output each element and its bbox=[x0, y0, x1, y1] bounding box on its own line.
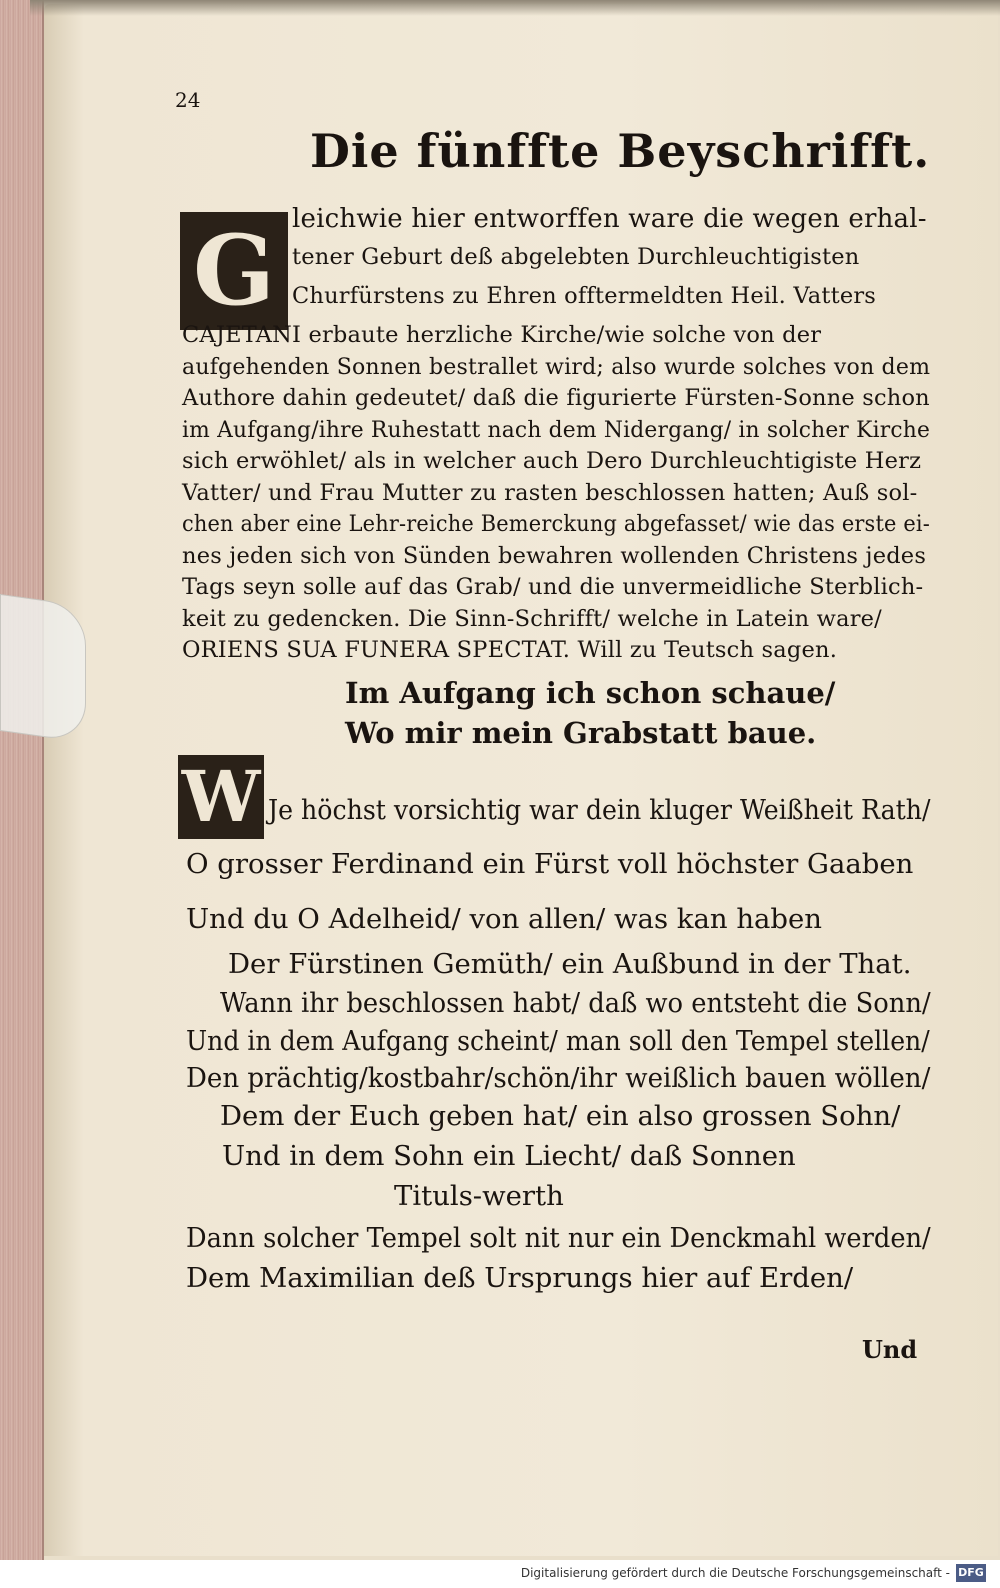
paragraph-line: nes jeden sich von Sünden bewahren wollenden Christens jedes bbox=[182, 542, 927, 569]
verse-line: Dem der Euch geben hat/ ein also grossen Sohn/ bbox=[220, 1100, 901, 1132]
page-shadow bbox=[30, 0, 1000, 16]
footer-bar bbox=[0, 1560, 1000, 1588]
verse-line: Tituls-werth bbox=[394, 1180, 564, 1212]
book-edge bbox=[0, 0, 44, 1560]
paragraph-line: Authore dahin gedeutet/ daß die figurierte Fürsten-Sonne schon bbox=[182, 385, 930, 411]
paragraph-line: tener Geburt deß abgelebten Durchleuchtigisten bbox=[292, 244, 860, 270]
paragraph-line: sich erwöhlet/ als in welcher auch Dero Durchleuchtigiste Herz bbox=[182, 448, 922, 474]
verse-line: Dem Maximilian deß Ursprungs hier auf Erden/ bbox=[186, 1262, 854, 1294]
verse-line: Und in dem Aufgang scheint/ man soll den Tempel stellen/ bbox=[186, 1025, 930, 1057]
paragraph-line: chen aber eine Lehr-reiche Bemerckung abgefasset/ wie das erste ei- bbox=[182, 511, 931, 537]
paragraph-line: ORIENS SUA FUNERA SPECTAT. Will zu Teutsch sagen. bbox=[182, 637, 838, 663]
verse-line: Wann ihr beschlossen habt/ daß wo entsteht die Sonn/ bbox=[220, 987, 931, 1019]
motto-line: Im Aufgang ich schon schaue/ bbox=[345, 676, 836, 710]
footer-credit: Digitalisierung gefördert durch die Deutsche Forschungsgemeinschaft - bbox=[520, 1566, 950, 1580]
paragraph-line: leichwie hier entworffen ware die wegen erhal- bbox=[292, 204, 927, 234]
catchword: Und bbox=[862, 1335, 918, 1364]
bookmark-strip bbox=[0, 594, 86, 743]
paragraph-line: Vatter/ und Frau Mutter zu rasten beschlossen hatten; Auß sol- bbox=[182, 479, 918, 506]
paragraph-line: keit zu gedencken. Die Sinn-Schrifft/ welche in Latein ware/ bbox=[182, 605, 882, 632]
motto-line: Wo mir mein Grabstatt baue. bbox=[345, 716, 817, 750]
page-heading: Die fünffte Beyschrifft. bbox=[310, 124, 931, 178]
decorated-initial-w: W bbox=[178, 755, 264, 839]
verse-line: Den prächtig/kostbahr/schön/ihr weißlich bauen wöllen/ bbox=[186, 1062, 931, 1094]
paragraph-line: Churfürstens zu Ehren offtermeldten Heil. Vatters bbox=[292, 283, 877, 309]
dfg-logo: DFG bbox=[956, 1564, 986, 1582]
verse-line: Dann solcher Tempel solt nit nur ein Denckmahl werden/ bbox=[186, 1222, 931, 1254]
decorated-initial-g: G bbox=[180, 212, 288, 330]
paragraph-line: Tags seyn solle auf das Grab/ und die unvermeidliche Sterblich- bbox=[182, 574, 924, 600]
paragraph-line: im Aufgang/ihre Ruhestatt nach dem Nidergang/ in solcher Kirche bbox=[182, 416, 931, 443]
verse-line: Und in dem Sohn ein Liecht/ daß Sonnen bbox=[222, 1140, 796, 1172]
paragraph-line: aufgehenden Sonnen bestrallet wird; also wurde solches von dem bbox=[182, 353, 931, 380]
page-number: 24 bbox=[175, 88, 201, 112]
verse-line: Je höchst vorsichtig war dein kluger Weißheit Rath/ bbox=[268, 794, 931, 826]
verse-line: Der Fürstinen Gemüth/ ein Außbund in der That. bbox=[228, 948, 912, 980]
verse-line: Und du O Adelheid/ von allen/ was kan haben bbox=[186, 903, 823, 935]
verse-line: O grosser Ferdinand ein Fürst voll höchster Gaaben bbox=[186, 848, 914, 880]
paragraph-line: CAJETANI erbaute herzliche Kirche/wie solche von der bbox=[182, 322, 822, 348]
